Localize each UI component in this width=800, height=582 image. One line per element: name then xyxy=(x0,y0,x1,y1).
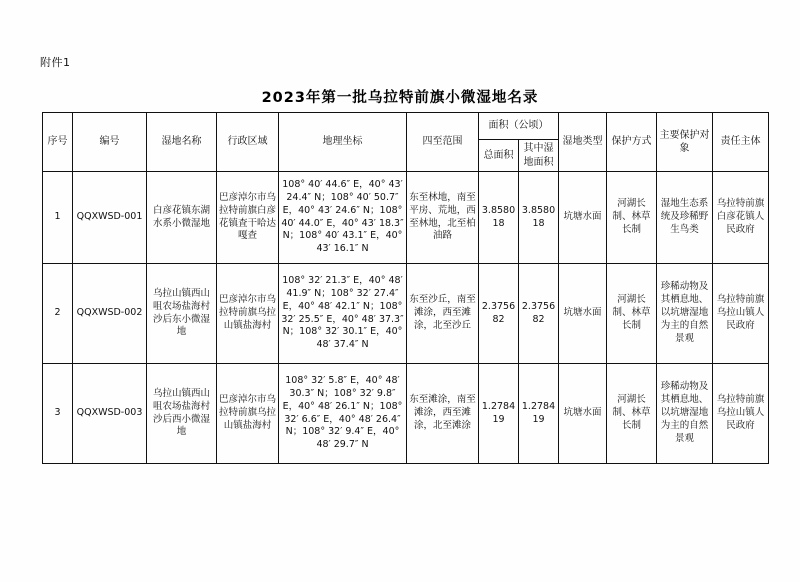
cell-seq: 3 xyxy=(43,364,73,464)
cell-coordinates: 108° 32′ 21.3″ E，40° 48′ 41.9″ N；108° 32′ 27.4″ E，40° 48′ 42.1″ N；108° 32′ 25.5″ E，40° 48′ 37.3″ N；108° 32′ 30.1″ E，40° 48′ 37.4″ N xyxy=(279,264,407,364)
cell-coordinates: 108° 40′ 44.6″ E，40° 43′ 24.4″ N；108° 40′ 50.7″ E，40° 43′ 24.6″ N；108° 40′ 44.0″ E，40° 43′ 18.3″ N；108° 40′ 43.1″ E，40° 43′ 16.1″ N xyxy=(279,172,407,264)
cell-protection-object: 湿地生态系统及珍稀野生鸟类 xyxy=(657,172,713,264)
page-title: 2023年第一批乌拉特前旗小微湿地名录 xyxy=(261,90,539,106)
cell-code: QQXWSD-003 xyxy=(73,364,147,464)
header-area-total: 总面积 xyxy=(479,140,519,172)
cell-region: 巴彦淖尔市乌拉特前旗乌拉山镇盐海村 xyxy=(217,364,279,464)
cell-name: 乌拉山镇西山咀农场盐海村沙后西小微湿地 xyxy=(147,364,217,464)
cell-protection-mode: 河湖长制、林草长制 xyxy=(607,264,657,364)
wetland-listing-table-wrapper xyxy=(42,112,765,464)
header-area-wetland: 其中湿地面积 xyxy=(519,140,559,172)
header-name: 湿地名称 xyxy=(147,113,217,172)
header-wetland-type: 湿地类型 xyxy=(559,113,607,172)
cell-wetland-type: 坑塘水面 xyxy=(559,172,607,264)
cell-protection-object: 珍稀动物及其栖息地、以坑塘湿地为主的自然景观 xyxy=(657,364,713,464)
cell-area-total: 2.375682 xyxy=(479,264,519,364)
header-responsible-entity: 责任主体 xyxy=(713,113,769,172)
cell-seq: 1 xyxy=(43,172,73,264)
cell-responsible-entity: 乌拉特前旗白彦花镇人民政府 xyxy=(713,172,769,264)
header-area-group: 面积（公顷） xyxy=(479,113,559,140)
cell-area-wetland: 2.375682 xyxy=(519,264,559,364)
header-code: 编号 xyxy=(73,113,147,172)
header-region: 行政区域 xyxy=(217,113,279,172)
cell-protection-mode: 河湖长制、林草长制 xyxy=(607,172,657,264)
header-protection-object: 主要保护对象 xyxy=(657,113,713,172)
cell-area-total: 3.858018 xyxy=(479,172,519,264)
cell-area-total: 1.278419 xyxy=(479,364,519,464)
table-header xyxy=(43,113,769,172)
header-extent: 四至范围 xyxy=(407,113,479,172)
table-row xyxy=(43,364,769,464)
cell-responsible-entity: 乌拉特前旗乌拉山镇人民政府 xyxy=(713,264,769,364)
cell-protection-mode: 河湖长制、林草长制 xyxy=(607,364,657,464)
cell-coordinates: 108° 32′ 5.8″ E，40° 48′ 30.3″ N；108° 32′ 9.8″ E，40° 48′ 26.1″ N；108° 32′ 6.6″ E，40° 48′ 26.4″ N；108° 32′ 9.4″ E，40° 48′ 29.7″ N xyxy=(279,364,407,464)
cell-area-wetland: 1.278419 xyxy=(519,364,559,464)
cell-code: QQXWSD-001 xyxy=(73,172,147,264)
cell-wetland-type: 坑塘水面 xyxy=(559,364,607,464)
cell-code: QQXWSD-002 xyxy=(73,264,147,364)
cell-extent: 东至沙丘，南至滩涂，西至滩涂，北至沙丘 xyxy=(407,264,479,364)
table-row xyxy=(43,264,769,364)
header-seq: 序号 xyxy=(43,113,73,172)
cell-region: 巴彦淖尔市乌拉特前旗白彦花镇査干哈达嘎查 xyxy=(217,172,279,264)
cell-region: 巴彦淖尔市乌拉特前旗乌拉山镇盐海村 xyxy=(217,264,279,364)
cell-name: 乌拉山镇西山咀农场盐海村沙后东小微湿地 xyxy=(147,264,217,364)
cell-extent: 东至滩涂，南至滩涂，西至滩涂，北至滩涂 xyxy=(407,364,479,464)
cell-protection-object: 珍稀动物及其栖息地、以坑塘湿地为主的自然景观 xyxy=(657,264,713,364)
cell-wetland-type: 坑塘水面 xyxy=(559,264,607,364)
cell-area-wetland: 3.858018 xyxy=(519,172,559,264)
cell-responsible-entity: 乌拉特前旗乌拉山镇人民政府 xyxy=(713,364,769,464)
header-row-primary xyxy=(43,113,769,140)
header-protection-mode: 保护方式 xyxy=(607,113,657,172)
cell-extent: 东至林地，南至平房、荒地，西至林地，北至柏油路 xyxy=(407,172,479,264)
attachment-label: 附件1 xyxy=(40,56,71,69)
table-row xyxy=(43,172,769,264)
header-coordinates: 地理坐标 xyxy=(279,113,407,172)
cell-seq: 2 xyxy=(43,264,73,364)
table-body xyxy=(43,172,769,464)
cell-name: 白彦花镇东湖水系小微湿地 xyxy=(147,172,217,264)
wetland-listing-table xyxy=(42,112,769,464)
